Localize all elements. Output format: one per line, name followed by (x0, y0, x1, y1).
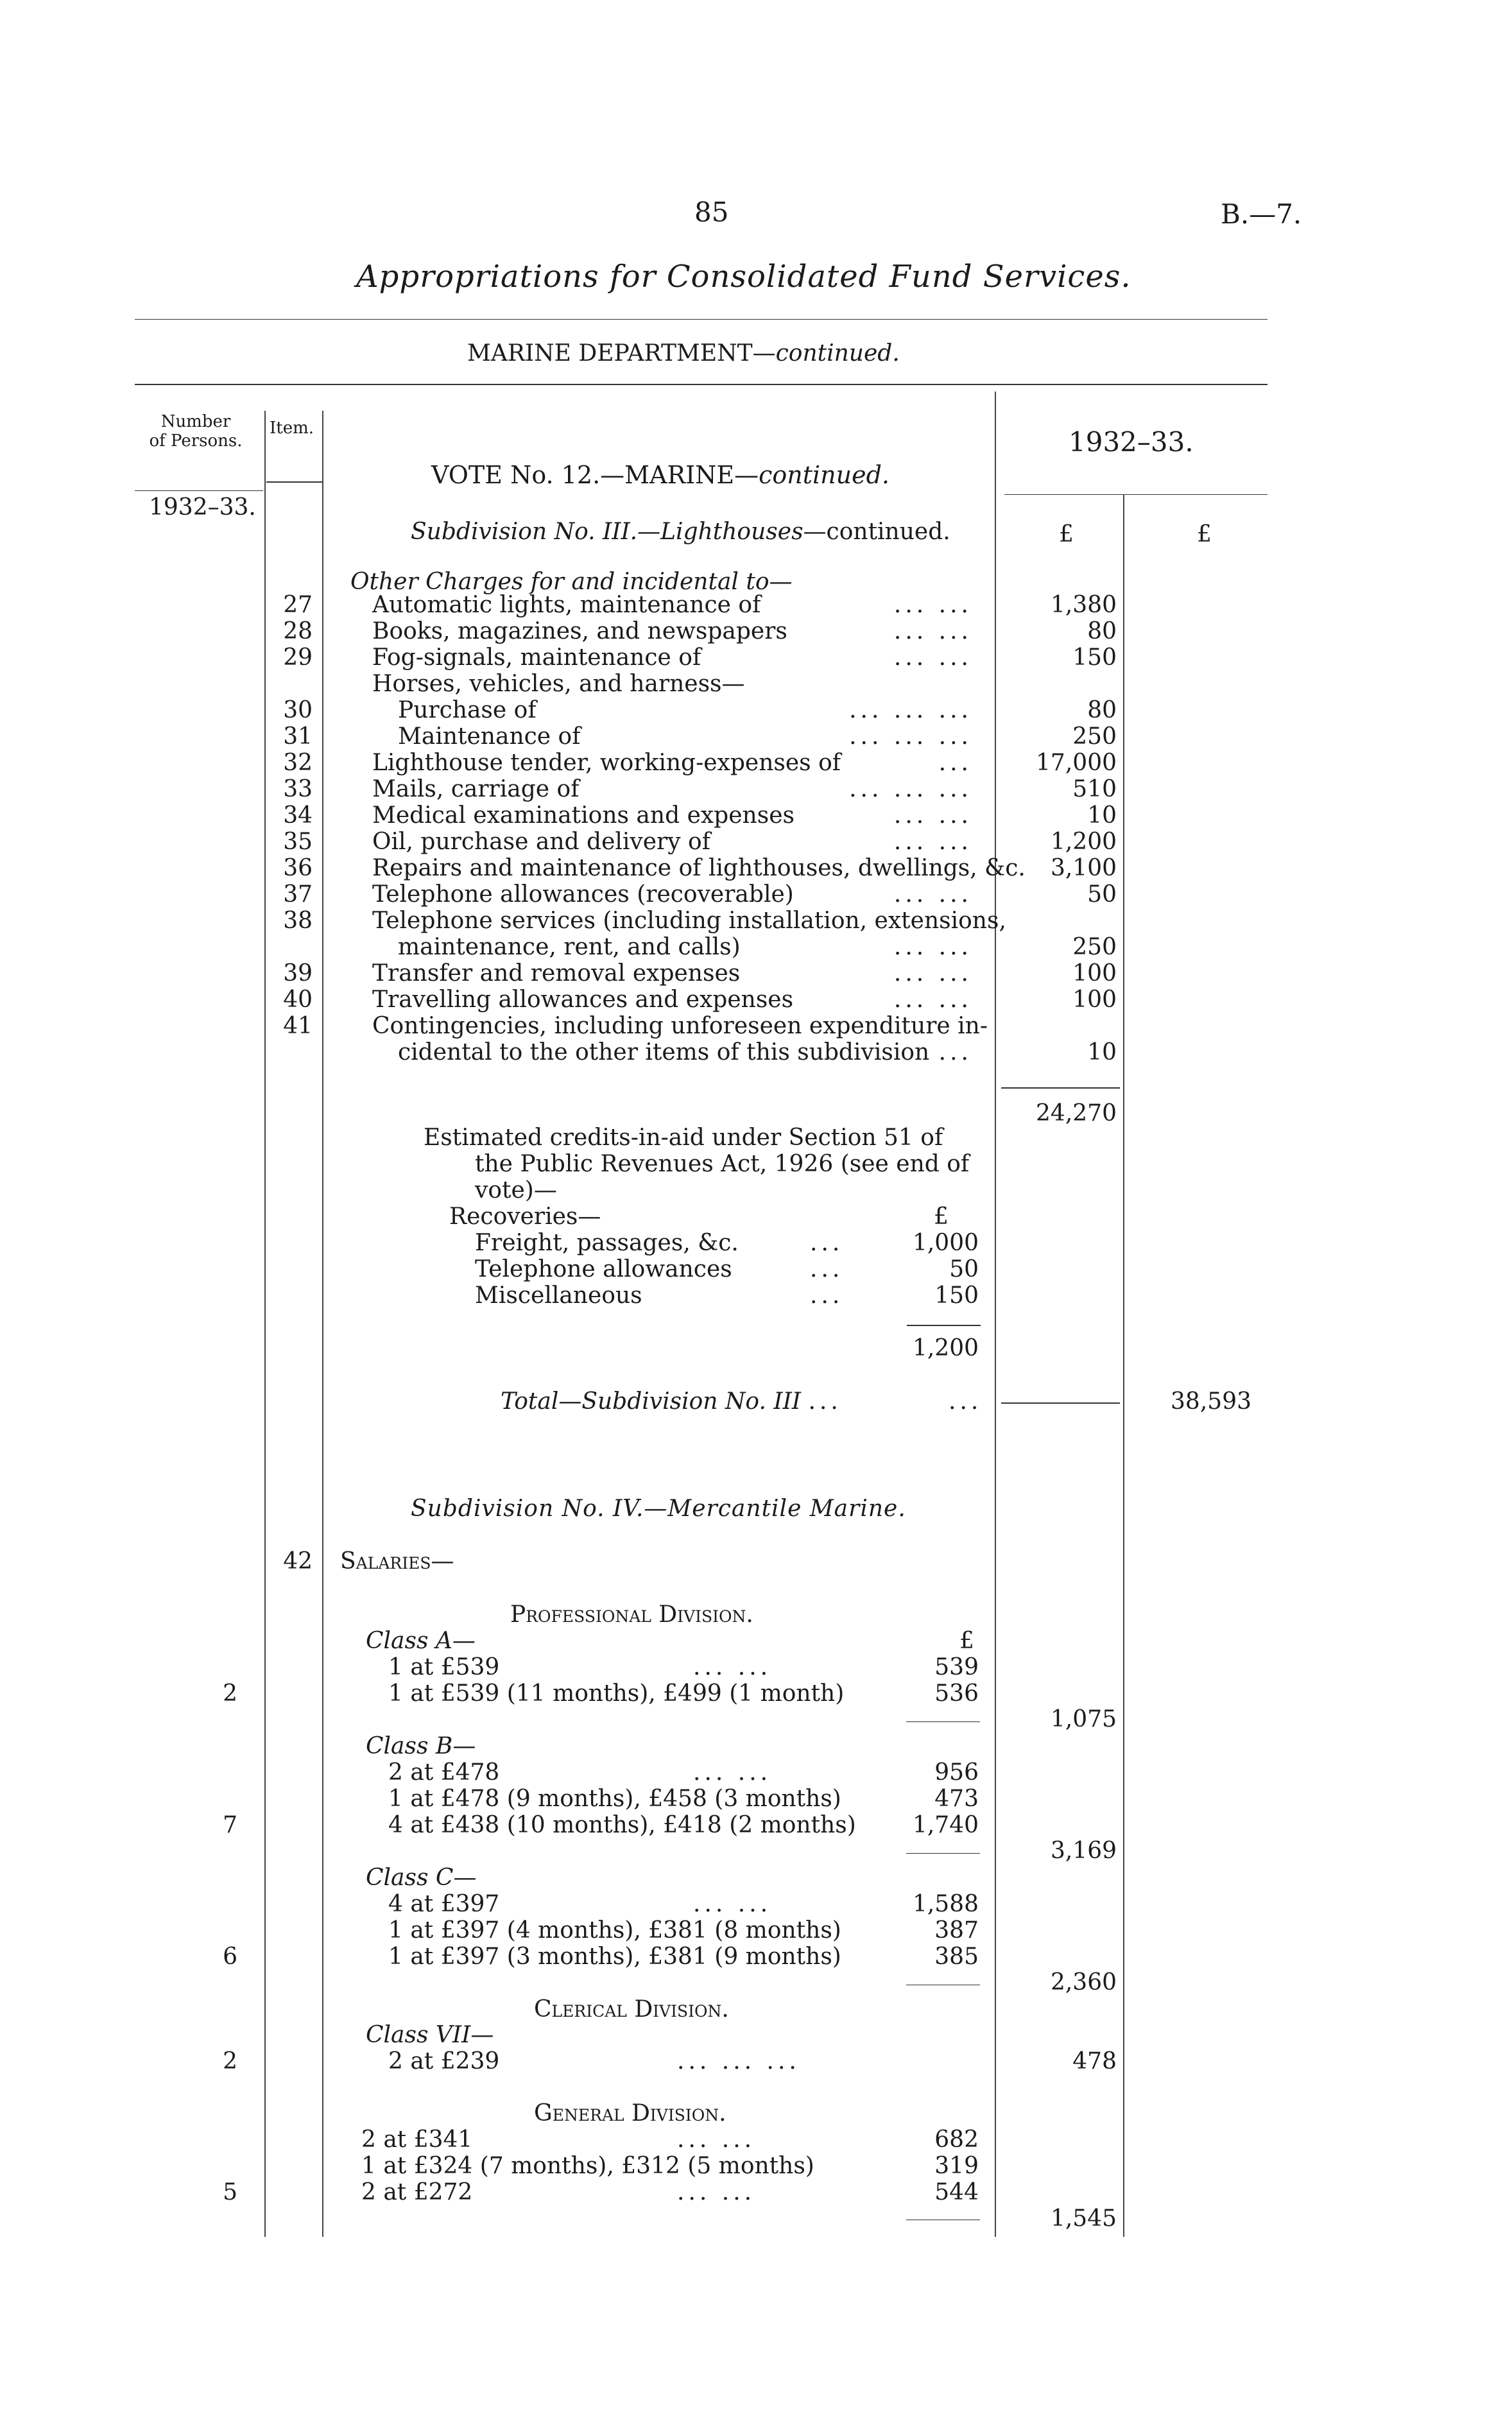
item-amount: 100 (1072, 987, 1117, 1013)
item-header-rule (266, 481, 323, 483)
item-leader-dots: ... ... (893, 829, 972, 855)
other-charges-heading: Other Charges for and incidental to— (350, 569, 793, 595)
professional-pound: £ (959, 1628, 974, 1654)
professional-division-heading: Professional Division. (510, 1601, 753, 1628)
item-number: 39 (283, 960, 313, 987)
subdivision-3-total-dots: ... (808, 1388, 842, 1415)
recoveries-heading: Recoveries— (449, 1203, 601, 1230)
class-b-persons: 7 (223, 1812, 237, 1838)
item-leader-dots: ... ... (893, 592, 972, 618)
salary-amount: 1,588 (912, 1891, 979, 1917)
amount-year: 1932–33. (1069, 426, 1194, 458)
salary-amount: 682 (934, 2126, 979, 2153)
items-subtotal-rule (1001, 1087, 1120, 1089)
salary-line: 1 at £397 (3 months), £381 (9 months) (388, 1944, 841, 1970)
item-amount: 80 (1087, 697, 1117, 723)
pound-column-a: £ (1059, 521, 1074, 548)
class-vii-label: Class VII— (366, 2022, 494, 2048)
general-persons: 5 (223, 2179, 237, 2205)
salary-line: 2 at £478 (388, 1759, 500, 1786)
subdivision-3-heading (411, 519, 950, 545)
item-number: 41 (283, 1013, 313, 1039)
recovery-amount: 1,000 (912, 1230, 979, 1256)
item-description: Oil, purchase and delivery of (372, 829, 711, 855)
salary-line: 2 at £272 (361, 2179, 473, 2205)
class-vii-persons: 2 (223, 2048, 237, 2074)
recovery-dots: ... (810, 1230, 844, 1256)
item-amount: 250 (1072, 723, 1117, 750)
salary-amount: 1,740 (912, 1812, 979, 1838)
persons-header-rule (135, 490, 263, 491)
item-number: 27 (283, 592, 313, 618)
credits-total: 1,200 (912, 1335, 979, 1361)
class-vii-dots: ... ... ... (677, 2048, 800, 2074)
persons-year: 1932–33. (149, 494, 256, 521)
item-number: 28 (283, 618, 313, 644)
item-amount: 1,380 (1050, 592, 1117, 618)
item-leader-dots: ... ... (893, 987, 972, 1013)
item-description: Fog-signals, maintenance of (372, 644, 701, 671)
item-amount: 50 (1087, 881, 1117, 908)
page-title: Appropriations for Consolidated Fund Services. (356, 259, 1131, 295)
recovery-dots: ... (810, 1256, 844, 1282)
persons-header-line2: of Persons. (149, 431, 243, 451)
item-leader-dots: ... ... (893, 934, 972, 960)
item-description: Automatic lights, maintenance of (372, 592, 761, 618)
item-amount: 250 (1072, 934, 1117, 960)
credits-line-2: the Public Revenues Act, 1926 (see end of (475, 1151, 970, 1177)
item-description: Books, magazines, and newspapers (372, 618, 787, 644)
persons-header (141, 412, 250, 451)
item-number: 34 (283, 802, 313, 829)
item-description: Lighthouse tender, working-expenses of (372, 750, 841, 776)
class-a-label: Class A— (366, 1628, 476, 1654)
class-b-label: Class B— (366, 1733, 476, 1759)
recovery-amount: 50 (949, 1256, 979, 1282)
salaries-item-number: 42 (283, 1548, 313, 1574)
item-header: Item. (270, 418, 314, 438)
department-heading (467, 340, 900, 367)
subdivision-3-total-text: Total—Subdivision No. III (501, 1388, 802, 1415)
salary-amount: 956 (934, 1759, 979, 1786)
item-description: Maintenance of (398, 723, 581, 750)
salary-line: 1 at £397 (4 months), £381 (8 months) (388, 1917, 841, 1944)
salary-amount: 536 (934, 1680, 979, 1707)
salary-dots: ... ... (677, 2179, 756, 2205)
item-number: 29 (283, 644, 313, 671)
item-number: 38 (283, 908, 313, 934)
item-description: Repairs and maintenance of lighthouses, dwellings, &c. (372, 855, 1026, 881)
header-rule (135, 319, 1267, 320)
item-leader-dots: ... ... (893, 881, 972, 908)
item-number: 30 (283, 697, 313, 723)
table-top-rule (135, 384, 1267, 385)
salary-line: 4 at £397 (388, 1891, 500, 1917)
item-leader-dots: ... ... (893, 618, 972, 644)
item-description: cidental to the other items of this subdivision (398, 1039, 930, 1065)
salary-dots: ... ... (693, 1759, 772, 1786)
general-total: 1,545 (1050, 2205, 1117, 2232)
vote-title-text: VOTE No. 12.—MARINE— (431, 461, 759, 489)
item-leader-dots: ... ... (893, 644, 972, 671)
item-description: Medical examinations and expenses (372, 802, 795, 829)
item-amount: 17,000 (1036, 750, 1117, 776)
class-vii-text: 2 at £239 (388, 2048, 500, 2074)
class-a-rule (906, 1721, 980, 1722)
item-amount: 510 (1072, 776, 1117, 802)
credits-pound: £ (934, 1203, 949, 1230)
column-rule-description (995, 392, 996, 2237)
credits-total-rule (907, 1325, 981, 1326)
department-name: MARINE DEPARTMENT— (467, 340, 776, 367)
class-c-persons: 6 (223, 1944, 237, 1970)
credits-line-3: vote)— (475, 1177, 557, 1203)
column-rule-persons (264, 411, 266, 2237)
item-number: 32 (283, 750, 313, 776)
item-leader-dots: ... ... ... (849, 697, 972, 723)
salary-amount: 544 (934, 2179, 979, 2205)
item-leader-dots: ... ... ... (849, 776, 972, 802)
subdivision-3-continued: —continued. (803, 519, 950, 545)
item-leader-dots: ... (938, 1039, 972, 1065)
item-description: Transfer and removal expenses (372, 960, 741, 987)
class-c-total: 2,360 (1050, 1969, 1117, 1996)
item-description: Mails, carriage of (372, 776, 580, 802)
class-b-rule (906, 1853, 980, 1854)
item-amount: 3,100 (1050, 855, 1117, 881)
item-number: 35 (283, 829, 313, 855)
salary-amount: 539 (934, 1654, 979, 1680)
item-leader-dots: ... (938, 750, 972, 776)
item-number: 40 (283, 987, 313, 1013)
item-number: 36 (283, 855, 313, 881)
salary-line: 4 at £438 (10 months), £418 (2 months) (388, 1812, 856, 1838)
subdivision-4-heading: Subdivision No. IV.—Mercantile Marine. (411, 1496, 906, 1522)
salary-dots: ... ... (693, 1891, 772, 1917)
item-amount: 100 (1072, 960, 1117, 987)
salary-line: 1 at £324 (7 months), £312 (5 months) (361, 2153, 814, 2179)
page-number: 85 (694, 196, 729, 228)
item-description: Contingencies, including unforeseen expenditure in- (372, 1013, 988, 1039)
recovery-amount: 150 (934, 1282, 979, 1309)
class-vii-total: 478 (1072, 2048, 1117, 2074)
document-reference: B.—7. (1221, 198, 1302, 230)
item-amount: 150 (1072, 644, 1117, 671)
column-rule-item (322, 411, 323, 2237)
salary-amount: 473 (934, 1786, 979, 1812)
clerical-division-heading: Clerical Division. (534, 1996, 729, 2022)
vote-title (431, 461, 889, 489)
item-number: 31 (283, 723, 313, 750)
salary-amount: 387 (934, 1917, 979, 1944)
item-amount: 10 (1087, 802, 1117, 829)
class-b-total: 3,169 (1050, 1838, 1117, 1864)
department-continued: continued. (775, 340, 900, 367)
salary-line: 1 at £478 (9 months), £458 (3 months) (388, 1786, 841, 1812)
subdivision-3-title: Subdivision No. III.—Lighthouses (411, 519, 803, 545)
subdivision-3-total-leader: ... (949, 1388, 983, 1415)
general-division-heading: General Division. (534, 2100, 726, 2126)
subdivision-3-total-rule (1001, 1402, 1120, 1404)
salary-line: 2 at £341 (361, 2126, 473, 2153)
class-a-total: 1,075 (1050, 1706, 1117, 1732)
class-c-label: Class C— (366, 1865, 477, 1891)
vote-title-continued: continued. (759, 461, 890, 489)
item-description: Telephone allowances (recoverable) (372, 881, 794, 908)
subdivision-3-total-label (501, 1388, 842, 1415)
subdivision-3-total: 38,593 (1171, 1388, 1251, 1415)
salary-line: 1 at £539 (11 months), £499 (1 month) (388, 1680, 845, 1707)
salary-line: 1 at £539 (388, 1654, 500, 1680)
salary-amount: 319 (934, 2153, 979, 2179)
item-description: maintenance, rent, and calls) (398, 934, 741, 960)
items-subtotal: 24,270 (1036, 1100, 1117, 1126)
salary-dots: ... ... (693, 1654, 772, 1680)
item-description: Telephone services (including installation, extensions, (372, 908, 1006, 934)
column-rule-amount (1123, 494, 1124, 2237)
item-description: Travelling allowances and expenses (372, 987, 794, 1013)
item-amount: 10 (1087, 1039, 1117, 1065)
item-amount: 80 (1087, 618, 1117, 644)
pound-column-b: £ (1197, 521, 1212, 548)
salary-dots: ... ... (677, 2126, 756, 2153)
item-description: Purchase of (398, 697, 537, 723)
recovery-description: Miscellaneous (475, 1282, 642, 1309)
item-number: 33 (283, 776, 313, 802)
recovery-description: Freight, passages, &c. (475, 1230, 739, 1256)
year-rule (1004, 494, 1267, 495)
persons-header-line1: Number (160, 412, 231, 431)
item-amount: 1,200 (1050, 829, 1117, 855)
item-leader-dots: ... ... ... (849, 723, 972, 750)
recovery-description: Telephone allowances (475, 1256, 732, 1282)
item-leader-dots: ... ... (893, 802, 972, 829)
item-leader-dots: ... ... (893, 960, 972, 987)
salary-amount: 385 (934, 1944, 979, 1970)
item-description: Horses, vehicles, and harness— (372, 671, 745, 697)
recovery-dots: ... (810, 1282, 844, 1309)
item-number: 37 (283, 881, 313, 908)
class-a-persons: 2 (223, 1680, 237, 1707)
salaries-heading: Salaries— (340, 1548, 454, 1574)
credits-line-1: Estimated credits-in-aid under Section 51 of (424, 1125, 943, 1151)
